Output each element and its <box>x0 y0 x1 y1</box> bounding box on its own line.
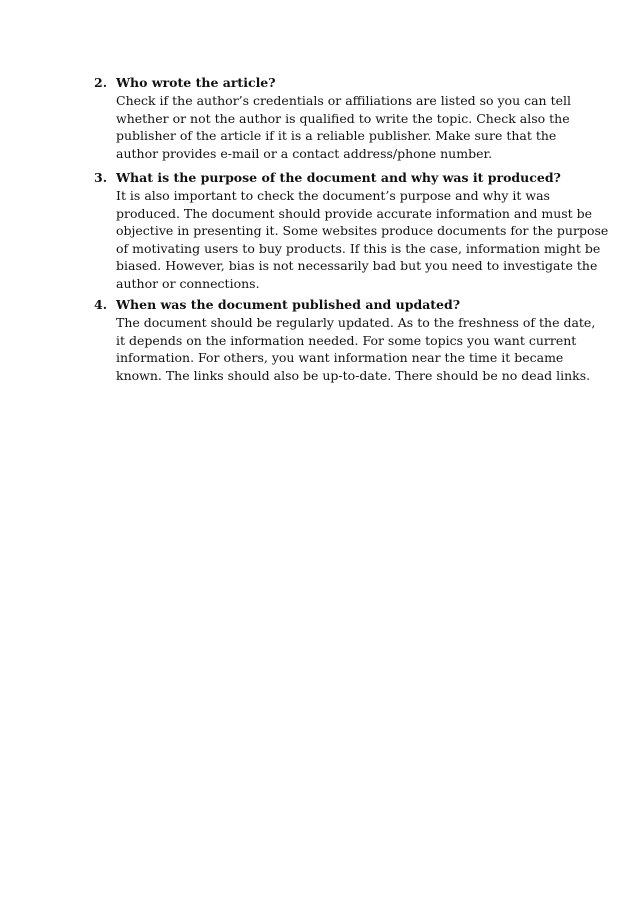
body-line: it depends on the information needed. For some topics you want current <box>116 332 577 348</box>
body-line: information. For others, you want information near the time it became <box>116 350 564 366</box>
body-line: of motivating users to buy products. If this is the case, information might be <box>116 240 601 256</box>
body-line: publisher of the article if it is a reliable publisher. Make sure that the <box>116 128 557 144</box>
item-body <box>116 187 609 293</box>
item-heading: When was the document published and updated? <box>116 297 461 312</box>
body-line: known. The links should also be up-to-date. There should be no dead links. <box>116 367 591 383</box>
body-line: whether or not the author is qualified to write the topic. Check also the <box>116 110 570 126</box>
item-heading: Who wrote the article? <box>116 75 276 90</box>
body-line: It is also important to check the document’s purpose and why it was <box>116 188 550 203</box>
item-body <box>116 92 571 162</box>
item-number: 4. <box>94 297 108 312</box>
body-line: author provides e-mail or a contact address/phone number. <box>116 145 493 161</box>
item-heading: What is the purpose of the document and why was it produced? <box>116 170 561 185</box>
item-number: 2. <box>94 75 108 90</box>
body-line: author or connections. <box>116 275 260 291</box>
item-number: 3. <box>94 170 108 185</box>
body-line: biased. However, bias is not necessarily bad but you need to investigate the <box>116 258 598 274</box>
body-line: Check if the author’s credentials or affiliations are listed so you can tell <box>116 93 571 108</box>
body-line: produced. The document should provide accurate information and must be <box>116 205 593 221</box>
body-line: objective in presenting it. Some websites produce documents for the purpose <box>116 223 609 239</box>
item-body <box>116 314 596 384</box>
body-line: The document should be regularly updated. As to the freshness of the date, <box>116 315 596 330</box>
